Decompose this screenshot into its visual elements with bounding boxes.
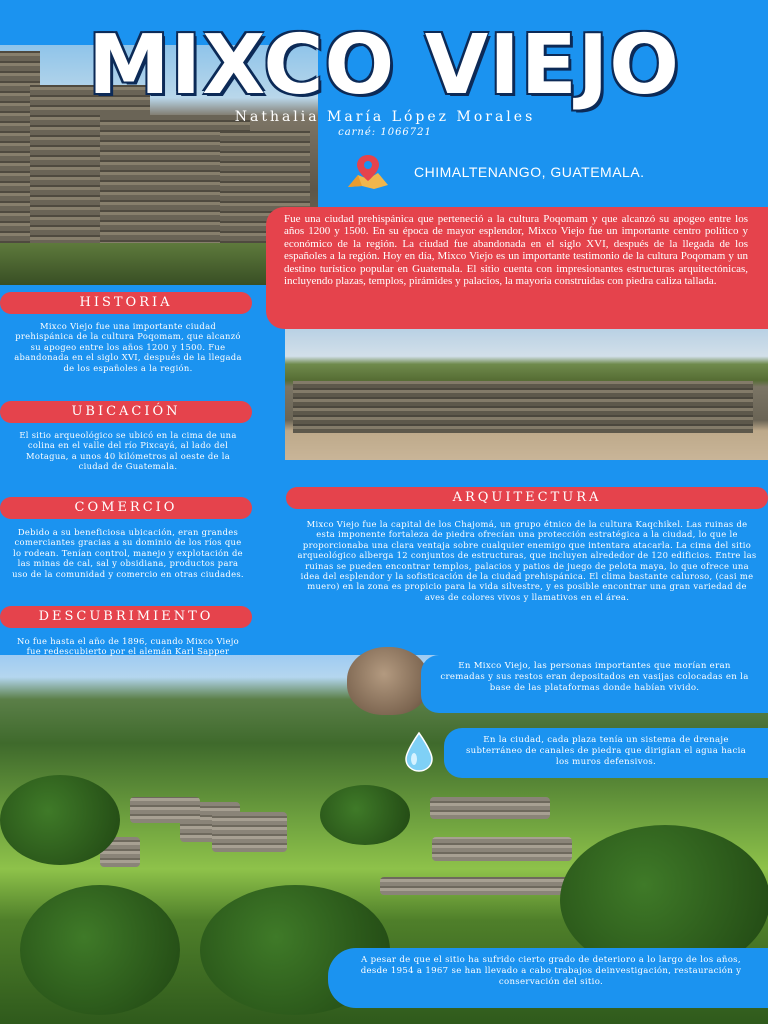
- arquitectura-text: Mixco Viejo fue la capital de los Chajomá, un grupo étnico de la cultura Kaqchikel. Las ruinas de esta imponente fortaleza de piedra ofrecían una protección estratégica a la ciudad, lo que le proporcionaba una clara ventaja sobre cualquier enemigo que intentara atacarla. La cima del sitio arqueológico alberga 12 conjuntos de estructuras, que incluyen alrededor de 120 edificios. Entre las ruinas se pueden encontrar templos, palacios y patios de juego de pelota maya, lo que ofrece una idea del esplendor y la sofisticación de la ciudad prehispánica. El clima bastante caluroso, (casi me muero) en la zona es propicio para la vida silvestre, y es posible encontrar una gran variedad de aves de colores vivos y llamativos en el área.: [297, 519, 757, 602]
- page-title: MIXCO VIEJO: [87, 18, 681, 113]
- drainage-text: En la ciudad, cada plaza tenía un sistema de drenaje subterráneo de canales de piedra que dirigían el agua hacia los muros defensivos.: [465, 735, 747, 767]
- historia-text: Mixco Viejo fue una importante ciudad prehispánica de la cultura Poqomam, que alcanzó su apogeo entre los años 1200 y 1500. Fue abandonada en el siglo XVI, después de la llegada de los españoles a la región.: [14, 321, 242, 373]
- intro-box: [266, 207, 768, 329]
- map-pin-icon: [344, 153, 392, 191]
- cremation-text: En Mixco Viejo, las personas importantes que morían eran cremadas y sus restos eran depositados en vasijas colocadas en la base de las plataformas donde habían vivido.: [440, 661, 749, 693]
- descubrimiento-text: No fue hasta el año de 1896, cuando Mixco Viejo fue redescubierto por el alemán Karl Sapper: [16, 636, 240, 657]
- ubicacion-text: El sitio arqueológico se ubicó en la cima de una colina en el valle del río Pixcayá, al lado del Motagua, a unos 40 kilómetros al oeste de la ciudad de Guatemala.: [19, 430, 237, 472]
- restoration-text: A pesar de que el sitio ha sufrido cierto grado de deterioro a lo largo de los años, desde 1954 a 1967 se han llevado a cabo trabajos deinvestigación, restauración y conservación del sitio.: [360, 955, 742, 987]
- comercio-header: COMERCIO: [0, 497, 252, 519]
- intro-text: Fue una ciudad prehispánica que perteneció a la cultura Poqomam y que alcanzó su apogeo entre los años 1200 y 1500. En su época de mayor esplendor, Mixco Viejo fue un importante centro político y económico de la región. La ciudad fue abandonada en el siglo XVI, después de la llegada de los españoles a la región. Hoy en día, Mixco Viejo es un importante testimonio de la cultura Poqomam y un destino turístico popular en Guatemala. El sitio cuenta con impresionantes estructuras arquitectónicas, incluyendo plazas, templos, pirámides y palacios, la mayoría construidas con piedra caliza tallada.: [284, 213, 748, 288]
- cremation-callout: [421, 655, 768, 713]
- drainage-callout: [444, 728, 768, 778]
- restoration-callout: [328, 948, 768, 1008]
- author-name: Nathalia María López Morales: [234, 109, 536, 125]
- location-label: CHIMALTENANGO, GUATEMALA.: [414, 164, 645, 180]
- ubicacion-header: UBICACIÓN: [0, 401, 252, 423]
- platform-photo: [285, 327, 768, 460]
- descubrimiento-header: DESCUBRIMIENTO: [0, 606, 252, 628]
- water-drop-icon: [402, 731, 436, 773]
- burial-vessel-image: [347, 647, 429, 715]
- arquitectura-header: ARQUITECTURA: [286, 487, 768, 509]
- student-id: carné: 1066721: [338, 127, 432, 138]
- historia-header: HISTORIA: [0, 292, 252, 314]
- comercio-text: Debido a su beneficiosa ubicación, eran grandes comerciantes gracias a su dominio de los ríos que lo rodean. Tenían control, manejo y explotación de las minas de cal, sal y obsidiana, productos para uso de la comunidad y comercio en otras ciudades.: [12, 527, 244, 579]
